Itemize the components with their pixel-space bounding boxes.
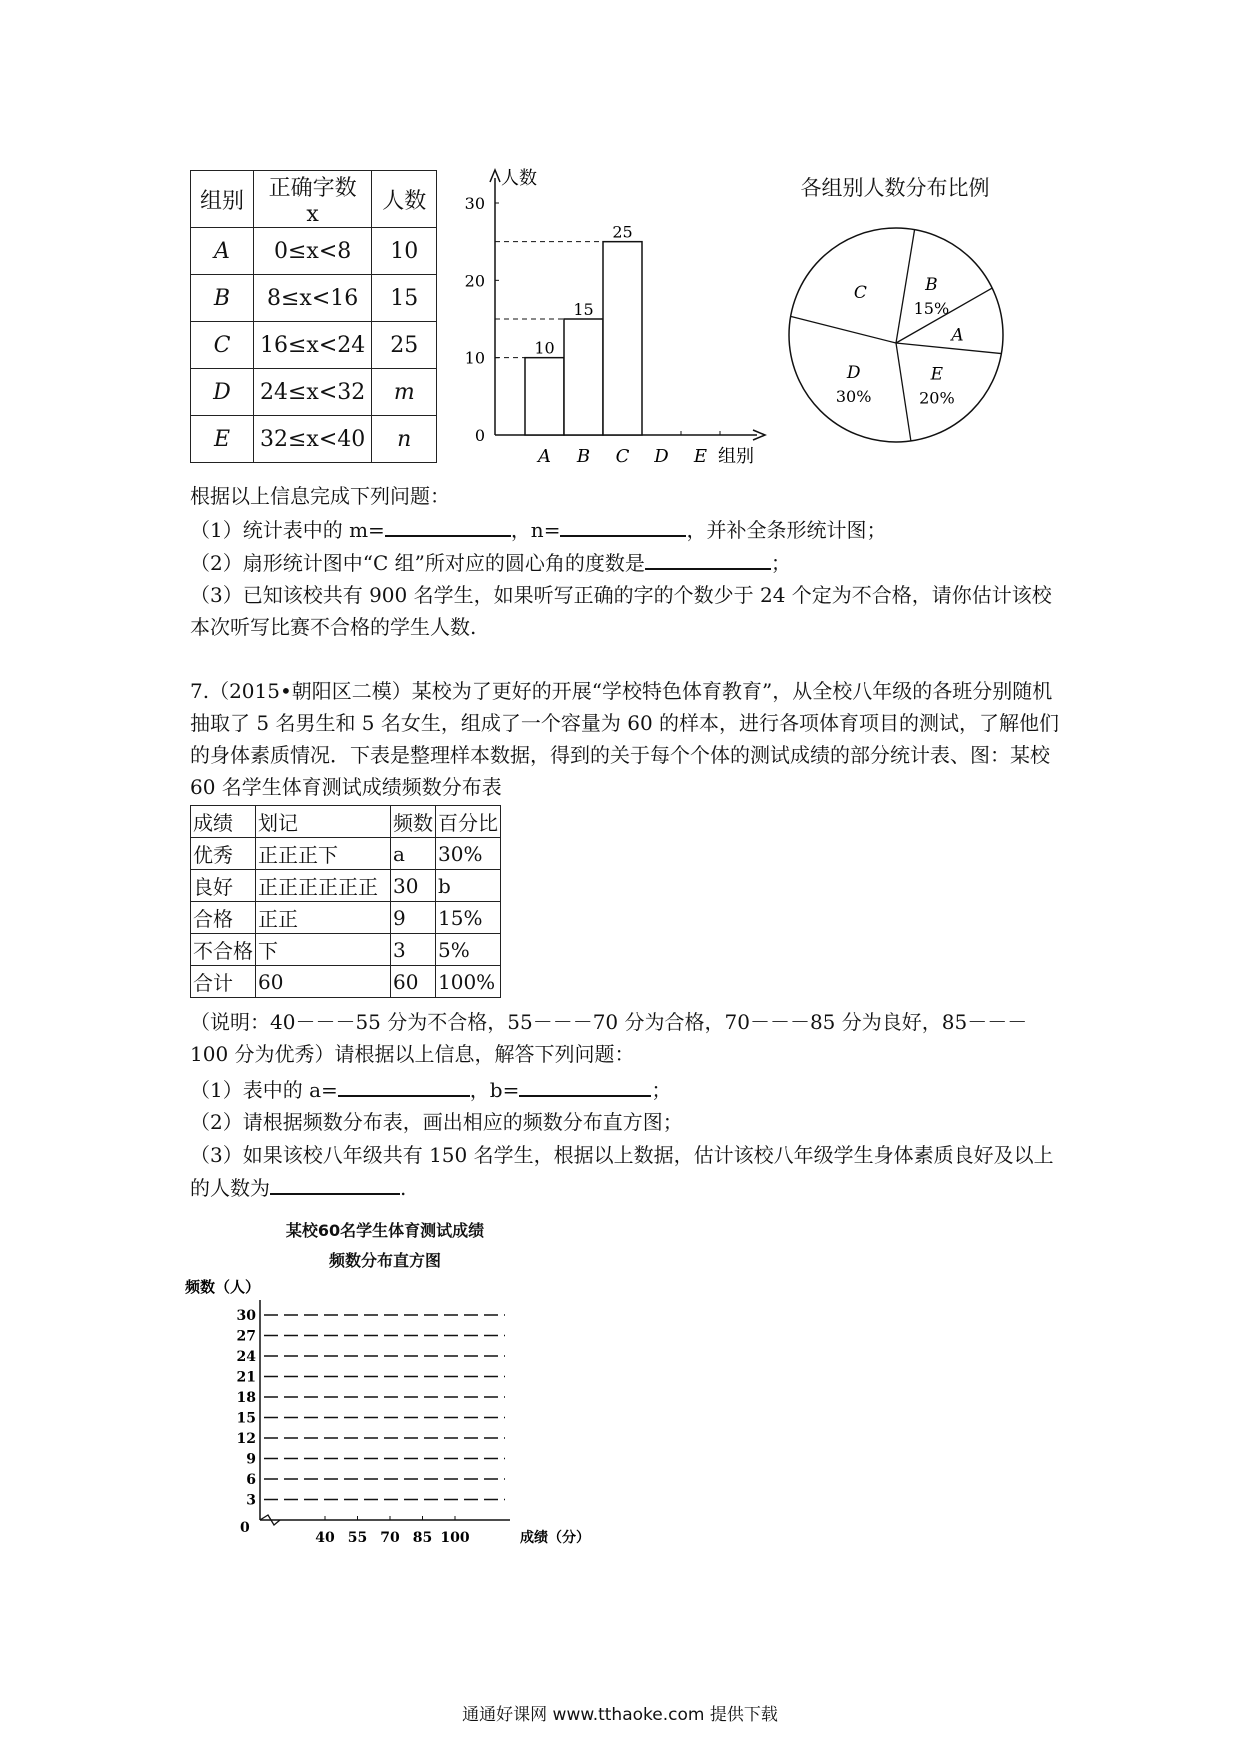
bar-value-label: 25: [612, 222, 633, 242]
y-tick-label: 30: [464, 194, 485, 213]
y-tick-label: 20: [464, 271, 485, 291]
table-cell: B: [191, 275, 254, 322]
y-tick-label: 30: [236, 1308, 256, 1324]
table-cell: 100%: [436, 966, 501, 998]
table-header-row: [191, 806, 501, 838]
table-cell: D: [191, 369, 254, 416]
x-axis-label: 组别: [718, 446, 754, 467]
q7-question-2: （2）请根据频数分布表，画出相应的频数分布直方图；: [190, 1110, 683, 1134]
q7-question-1: [190, 1073, 671, 1106]
q6-q2-suffix: ；: [770, 551, 791, 575]
table-header-cell: 频数: [391, 806, 436, 838]
q6-intro: 根据以上信息完成下列问题：: [190, 484, 450, 508]
frequency-histogram: [185, 1270, 605, 1545]
table-cell: b: [436, 870, 501, 902]
table-cell: 正正正下: [256, 838, 391, 870]
x-tick-label: B: [576, 446, 591, 467]
bar: [603, 242, 642, 435]
table-cell: 16≤x<24: [254, 322, 372, 369]
y-axis-label: 频数（人）: [185, 1278, 261, 1296]
y-tick-label: 12: [236, 1431, 256, 1447]
x-tick-label: 55: [347, 1530, 368, 1545]
answer-blank-b[interactable]: [519, 1073, 651, 1097]
q6-q2-prefix: （2）扇形统计图中“C 组”所对应的圆心角的度数是: [190, 551, 645, 575]
table-cell: E: [191, 416, 254, 463]
table-row: [191, 275, 437, 322]
table-row: [191, 934, 501, 966]
table-row: [191, 322, 437, 369]
y-tick-label: 9: [246, 1451, 256, 1468]
x-tick-label: A: [538, 446, 551, 467]
y-tick-label: 15: [236, 1410, 256, 1427]
q6-q1-suffix: ，并补全条形统计图；: [686, 518, 887, 542]
x-tick-label: D: [654, 446, 669, 467]
answer-blank-a[interactable]: [338, 1073, 470, 1097]
y-tick-label: 6: [246, 1472, 256, 1488]
pie-slice-percent: 30%: [835, 386, 872, 406]
y-tick-label: 0: [240, 1520, 250, 1536]
table-header-cell: 正确字数 x: [254, 171, 372, 228]
pie-slice-percent: 15%: [913, 299, 950, 319]
table-cell: 下: [256, 934, 391, 966]
q7-q1-suffix: ；: [651, 1078, 672, 1102]
table-header-cell: 百分比: [436, 806, 501, 838]
q7-q3-prefix: （3）如果该校八年级共有 150 名学生，根据以上数据，估计该校八年级学生身体素质良好及以上的人数为: [190, 1143, 1054, 1200]
answer-blank-angle[interactable]: [645, 546, 771, 570]
pie-slice-label: E: [930, 364, 944, 385]
table-cell: 9: [391, 902, 436, 934]
table-header-row: [191, 171, 437, 228]
pie-chart-title: 各组别人数分布比例: [800, 176, 990, 200]
table-cell: 24≤x<32: [254, 369, 372, 416]
x-tick-label: 100: [440, 1530, 470, 1545]
q6-question-1: [190, 513, 886, 546]
bar: [525, 358, 564, 435]
q6-question-2: [190, 546, 791, 579]
q7-q1-prefix: （1）表中的 a=: [190, 1078, 338, 1102]
table-cell: 30%: [436, 838, 501, 870]
table-cell: 0≤x<8: [254, 228, 372, 275]
y-tick-label: 0: [474, 426, 485, 445]
y-tick-label: 21: [236, 1369, 256, 1386]
q7-q3-suffix: .: [400, 1176, 407, 1200]
q6-question-3: （3）已知该校共有 900 名学生，如果听写正确的字的个数少于 24 个定为不合格，请你估计该校本次听写比赛不合格的学生人数.: [190, 583, 1052, 639]
table-cell: 15: [372, 275, 437, 322]
table-cell: 良好: [191, 870, 256, 902]
table-cell: C: [191, 322, 254, 369]
table-row: [191, 416, 437, 463]
table-cell: n: [372, 416, 437, 463]
y-tick-label: 10: [464, 348, 485, 368]
pie-slice-label: D: [846, 362, 861, 383]
group-bar-chart: [450, 160, 780, 470]
answer-blank-m[interactable]: [385, 513, 511, 537]
x-tick-label: C: [615, 446, 630, 467]
table-cell: 30: [391, 870, 436, 902]
table-cell: a: [391, 838, 436, 870]
table-cell: 优秀: [191, 838, 256, 870]
table-row: [191, 902, 501, 934]
x-tick-label: E: [693, 446, 708, 467]
y-tick-label: 24: [236, 1349, 256, 1365]
q6-q1-mid: ，n=: [510, 518, 561, 542]
q7-question-3: [190, 1139, 1060, 1204]
pie-slice-label: C: [853, 283, 867, 304]
bar: [564, 319, 603, 435]
q6-q1-prefix: （1）统计表中的 m=: [190, 518, 385, 542]
table-cell: 15%: [436, 902, 501, 934]
x-axis-label: 成绩（分）: [520, 1530, 590, 1545]
pie-slice-percent: 20%: [919, 388, 955, 408]
table-cell: m: [372, 369, 437, 416]
bar-value-label: 10: [534, 338, 555, 358]
table-row: [191, 369, 437, 416]
histogram-title-line2: 频数分布直方图: [328, 1251, 441, 1270]
table-cell: 不合格: [191, 934, 256, 966]
table-header-cell: 成绩: [191, 806, 256, 838]
q7-text: 7.（2015•朝阳区二模）某校为了更好的开展“学校特色体育教育”，从全校八年级的各班分别随机抽取了 5 名男生和 5 名女生，组成了一个容量为 60 的样本，进行各项体育项目的测试，了解他们的身体素质情况．下表是整理样本数据，得到的关于每个个体的测试成绩的部分统计表、图：某校 60 名学生体育测试成绩频数分布表: [190, 679, 1060, 799]
score-frequency-table: [190, 805, 501, 998]
table-cell: 正正正正正正: [256, 870, 391, 902]
table-header-cell: 划记: [256, 806, 391, 838]
table-cell: A: [191, 228, 254, 275]
x-tick-label: 85: [412, 1530, 433, 1545]
y-axis-label: 人数: [501, 168, 537, 189]
x-tick-label: 70: [380, 1530, 400, 1545]
table-header-cell: 组别: [191, 171, 254, 228]
table-cell: 5%: [436, 934, 501, 966]
x-tick-label: 40: [315, 1530, 335, 1545]
table-header-cell: 人数: [372, 171, 437, 228]
y-tick-label: 3: [246, 1492, 256, 1509]
table-row: [191, 870, 501, 902]
table-row: [191, 228, 437, 275]
q7-q1-mid: ，b=: [469, 1078, 520, 1102]
pie-slice-label: B: [925, 275, 938, 296]
table-cell: 60: [256, 966, 391, 998]
table-cell: 正正: [256, 902, 391, 934]
q7-note: （说明：40－－－55 分为不合格，55－－－70 分为合格，70－－－85 分为良好，85－－－100 分为优秀）请根据以上信息，解答下列问题：: [190, 1010, 1028, 1066]
table-row: [191, 838, 501, 870]
table-cell: 合计: [191, 966, 256, 998]
group-pie-chart: [780, 215, 1020, 455]
table-cell: 60: [391, 966, 436, 998]
answer-blank-count[interactable]: [270, 1171, 400, 1195]
bar-value-label: 15: [573, 300, 594, 319]
group-stat-table: [190, 170, 437, 463]
pie-circle: [789, 228, 1003, 442]
table-cell: 25: [372, 322, 437, 369]
y-tick-label: 18: [236, 1390, 256, 1406]
table-cell: 8≤x<16: [254, 275, 372, 322]
answer-blank-n[interactable]: [560, 513, 686, 537]
table-row: [191, 966, 501, 998]
page-footer: 通通好课网 www.tthaoke.com 提供下载: [462, 1705, 778, 1725]
y-tick-label: 27: [236, 1328, 256, 1345]
table-cell: 合格: [191, 902, 256, 934]
table-cell: 3: [391, 934, 436, 966]
table-cell: 10: [372, 228, 437, 275]
pie-slice-label: A: [951, 325, 964, 346]
table-cell: 32≤x<40: [254, 416, 372, 463]
histogram-title-line1: 某校60名学生体育测试成绩: [285, 1221, 485, 1240]
